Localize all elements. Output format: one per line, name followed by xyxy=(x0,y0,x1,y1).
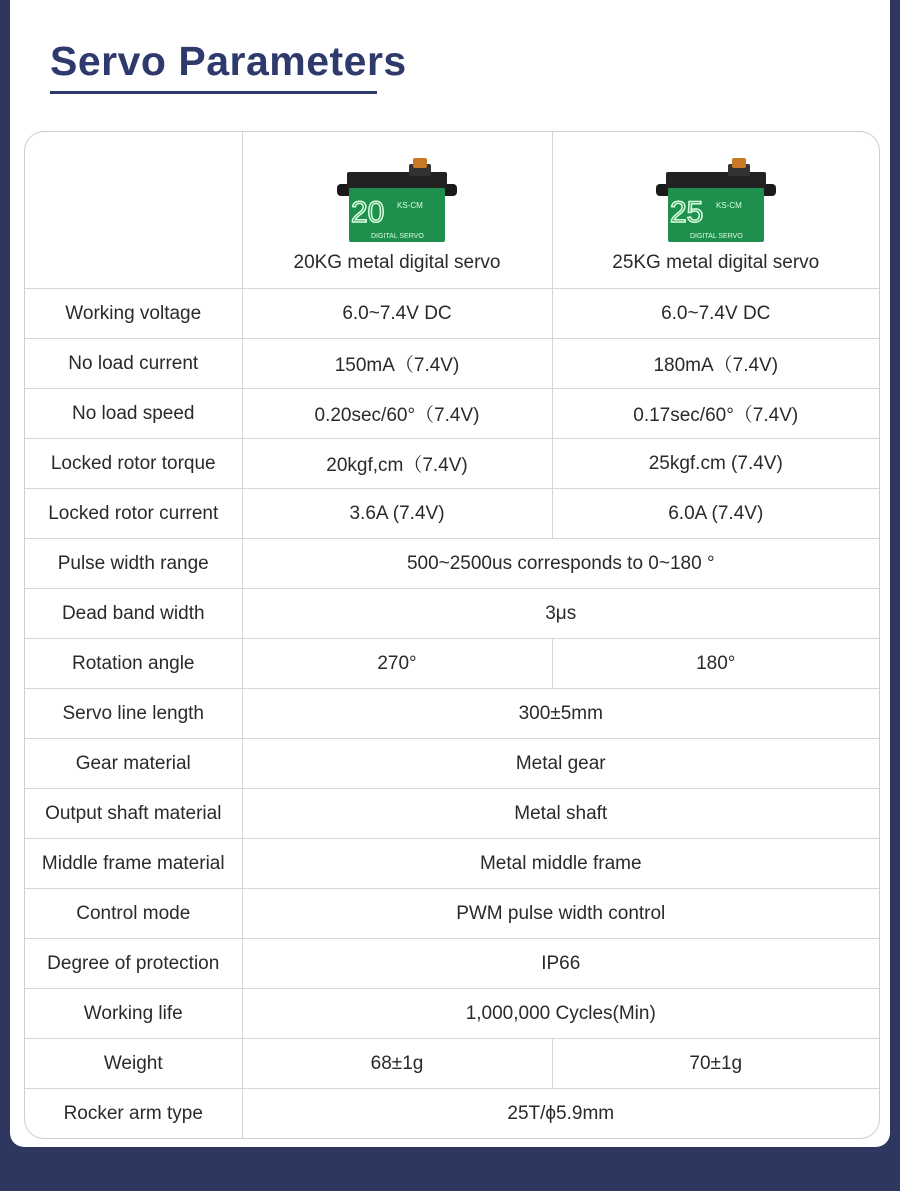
spec-table xyxy=(24,131,880,1139)
row-value-shared: Metal shaft xyxy=(242,789,879,839)
row-value-1: 6.0~7.4V DC xyxy=(242,289,552,339)
row-value-1: 3.6A (7.4V) xyxy=(242,489,552,539)
table-row xyxy=(25,639,879,689)
table-row xyxy=(25,839,879,889)
servo-subtitle-2: DIGITAL SERVO xyxy=(689,233,743,240)
row-value-1: 270° xyxy=(242,639,552,689)
row-value-shared: 300±5mm xyxy=(242,689,879,739)
row-value-1: 20kgf,cm（7.4V) xyxy=(242,439,552,489)
row-label: Middle frame material xyxy=(25,839,242,889)
row-value-shared: PWM pulse width control xyxy=(242,889,879,939)
servo-brand-1: KS-CM xyxy=(397,201,423,210)
row-value-shared: 500~2500us corresponds to 0~180 ° xyxy=(242,539,879,589)
row-label: Control mode xyxy=(25,889,242,939)
row-label: No load current xyxy=(25,339,242,389)
row-label: Locked rotor torque xyxy=(25,439,242,489)
row-value-shared: 1,000,000 Cycles(Min) xyxy=(242,989,879,1039)
row-label: Servo line length xyxy=(25,689,242,739)
row-value-2: 180° xyxy=(552,639,879,689)
row-value-shared: Metal middle frame xyxy=(242,839,879,889)
row-label: Weight xyxy=(25,1039,242,1089)
table-row xyxy=(25,889,879,939)
row-label: Working life xyxy=(25,989,242,1039)
servo-badge-2: 25 xyxy=(669,196,704,229)
table-row xyxy=(25,439,879,489)
table-row xyxy=(25,1039,879,1089)
table-row xyxy=(25,789,879,839)
product-name-2: 25KG metal digital servo xyxy=(612,252,820,273)
row-value-2: 6.0~7.4V DC xyxy=(552,289,879,339)
table-header-row xyxy=(25,132,879,289)
page-title: Servo Parameters xyxy=(50,38,407,84)
row-label: Working voltage xyxy=(25,289,242,339)
row-value-shared: 3μs xyxy=(242,589,879,639)
servo-badge-1: 20 xyxy=(351,196,385,229)
table-row xyxy=(25,1089,879,1139)
table-row xyxy=(25,989,879,1039)
servo-25kg-image xyxy=(656,158,776,244)
servo-brand-2: KS-CM xyxy=(715,201,742,210)
table-row xyxy=(25,539,879,589)
table-row xyxy=(25,389,879,439)
row-label: Gear material xyxy=(25,739,242,789)
row-value-shared: 25T/ϕ5.9mm xyxy=(507,1102,615,1124)
servo-subtitle-1: DIGITAL SERVO xyxy=(371,233,424,240)
row-value-2: 0.17sec/60°（7.4V) xyxy=(552,389,879,439)
table-row xyxy=(25,939,879,989)
row-label: Dead band width xyxy=(25,589,242,639)
row-label: Locked rotor current xyxy=(25,489,242,539)
row-value-1: 150mA（7.4V) xyxy=(242,339,552,389)
row-label: Degree of protection xyxy=(25,939,242,989)
product-name-1: 20KG metal digital servo xyxy=(293,252,501,273)
header-empty-cell xyxy=(25,132,242,289)
table-row xyxy=(25,689,879,739)
row-label: Output shaft material xyxy=(25,789,242,839)
table-row xyxy=(25,489,879,539)
row-value-shared: Metal gear xyxy=(242,739,879,789)
row-value-1: 0.20sec/60°（7.4V) xyxy=(242,389,552,439)
table-row xyxy=(25,589,879,639)
title-underline xyxy=(50,91,377,94)
row-value-2: 70±1g xyxy=(552,1039,879,1089)
row-value-2: 25kgf.cm (7.4V) xyxy=(552,439,879,489)
row-label: No load speed xyxy=(25,389,242,439)
table-row xyxy=(25,289,879,339)
servo-20kg-image xyxy=(337,158,457,244)
row-value-2: 6.0A (7.4V) xyxy=(552,489,879,539)
row-value-2: 180mA（7.4V) xyxy=(552,339,879,389)
product-cell-1 xyxy=(242,132,552,289)
row-label: Pulse width range xyxy=(25,539,242,589)
row-label: Rocker arm type xyxy=(25,1089,242,1139)
table-row xyxy=(25,339,879,389)
row-value-1: 68±1g xyxy=(242,1039,552,1089)
row-label: Rotation angle xyxy=(25,639,242,689)
row-value-shared: IP66 xyxy=(242,939,879,989)
table-row xyxy=(25,739,879,789)
product-cell-2 xyxy=(552,132,879,289)
